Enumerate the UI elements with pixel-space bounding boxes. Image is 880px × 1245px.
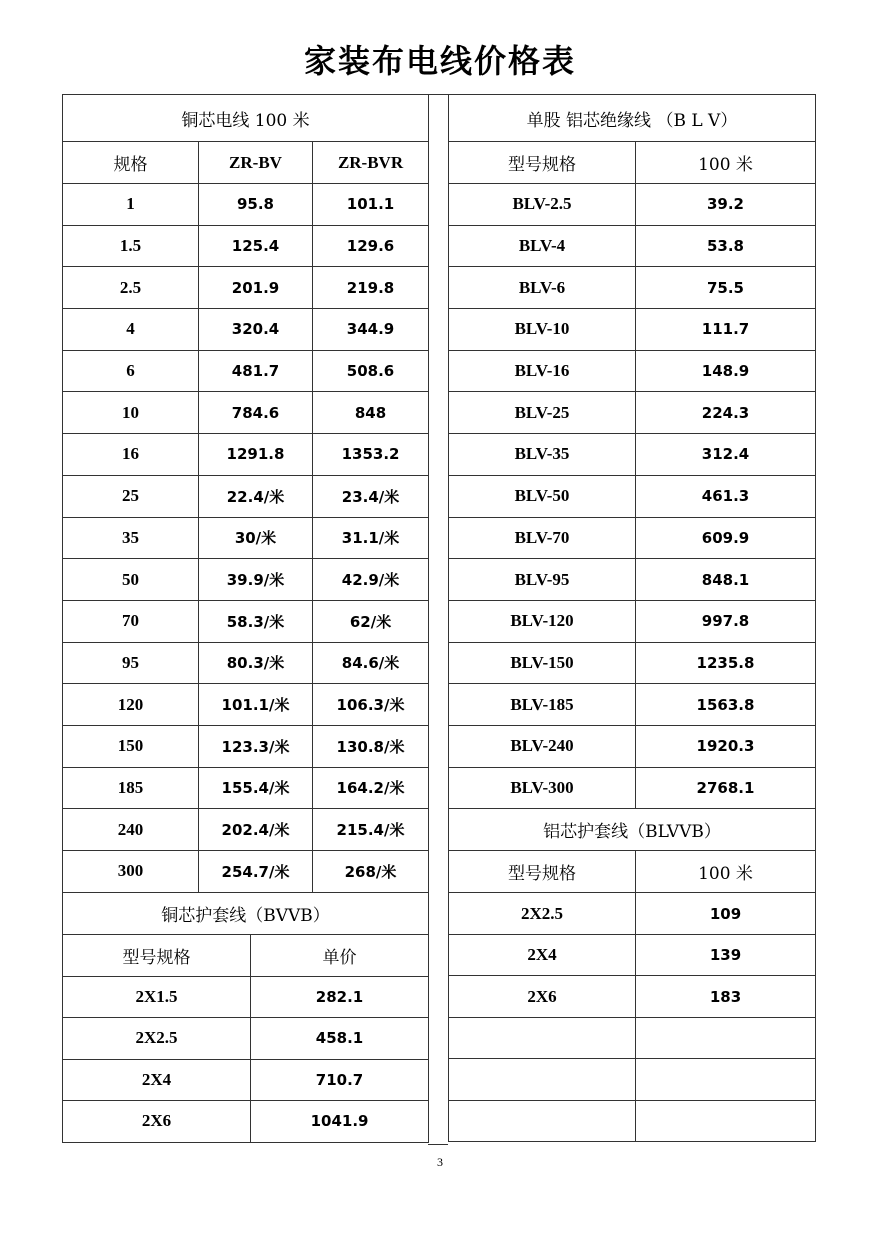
table-row [449,767,816,809]
table-row [449,642,816,684]
spec-cell: BLV-6 [449,267,636,309]
table-row [63,434,429,476]
page-number: 3 [437,1155,443,1169]
spec-cell [449,1059,636,1101]
table-row [449,225,816,267]
spec-cell: BLV-4 [449,225,636,267]
price-cell: 101.1 [313,184,429,226]
table-row [63,225,429,267]
table-row [63,392,429,434]
table-row [63,517,429,559]
table-row [63,642,429,684]
table-row [63,767,429,809]
price-cell: 42.9/米 [313,559,429,601]
spec-cell: 150 [63,725,199,767]
section-header-row [63,95,429,142]
table-row [449,893,816,935]
table-row [449,934,816,976]
column-header: 规格 [63,142,199,184]
price-cell: 111.7 [636,309,816,351]
price-cell: 84.6/米 [313,642,429,684]
table-row [449,517,816,559]
price-cell: 784.6 [199,392,313,434]
column-header: 型号规格 [63,934,251,976]
column-header: 单价 [251,934,429,976]
price-cell: 848 [313,392,429,434]
price-cell: 1353.2 [313,434,429,476]
column-header-row [63,934,429,976]
spec-cell: 2X2.5 [63,1018,251,1060]
spec-cell: BLV-50 [449,475,636,517]
table-row [449,309,816,351]
spec-cell: 16 [63,434,199,476]
price-cell: 123.3/米 [199,725,313,767]
table-row [63,600,429,642]
table-row [63,350,429,392]
price-cell: 95.8 [199,184,313,226]
price-cell: 164.2/米 [313,767,429,809]
price-cell: 461.3 [636,475,816,517]
spec-cell: 2X4 [449,934,636,976]
spec-cell: 240 [63,809,199,851]
column-header-row [449,142,816,184]
spec-cell: BLV-150 [449,642,636,684]
spec-cell: BLV-240 [449,725,636,767]
column-header: 100 米 [636,851,816,893]
table-row [63,851,429,893]
price-cell: 106.3/米 [313,684,429,726]
price-cell: 282.1 [251,976,429,1018]
table-row [449,684,816,726]
section-header-row [449,95,816,142]
spec-cell: BLV-70 [449,517,636,559]
price-cell: 1291.8 [199,434,313,476]
table-row [449,392,816,434]
price-cell: 62/米 [313,600,429,642]
spec-cell: 300 [63,851,199,893]
price-cell: 101.1/米 [199,684,313,726]
spec-cell: 95 [63,642,199,684]
price-cell: 148.9 [636,350,816,392]
table-row [449,1017,816,1059]
price-cell: 129.6 [313,225,429,267]
price-cell: 202.4/米 [199,809,313,851]
price-cell: 268/米 [313,851,429,893]
spec-cell: 1 [63,184,199,226]
spec-cell: 2X4 [63,1059,251,1101]
spec-cell: BLV-300 [449,767,636,809]
aluminum-sheathed-header: 铝芯护套线（BLVVB） [449,809,816,851]
spec-cell: 35 [63,517,199,559]
price-cell: 58.3/米 [199,600,313,642]
column-header: 100 米 [636,142,816,184]
spec-cell: 4 [63,309,199,351]
spec-cell: BLV-185 [449,684,636,726]
aluminum-wire-table [448,94,816,1142]
table-row [63,976,429,1018]
aluminum-wire-header: 单股 铝芯绝缘线 （B L V） [449,95,816,142]
spec-cell: 2X6 [63,1101,251,1143]
copper-wire-header: 铜芯电线 100 米 [63,95,429,142]
price-cell: 201.9 [199,267,313,309]
price-cell: 1235.8 [636,642,816,684]
table-row [63,809,429,851]
price-cell: 254.7/米 [199,851,313,893]
table-row [63,1101,429,1143]
table-row [63,1018,429,1060]
price-cell: 22.4/米 [199,475,313,517]
price-cell: 1920.3 [636,725,816,767]
table-row [449,1100,816,1142]
table-row [449,725,816,767]
spec-cell: 185 [63,767,199,809]
price-cell: 997.8 [636,600,816,642]
spec-cell: 6 [63,350,199,392]
price-cell [636,1100,816,1142]
spec-cell: 120 [63,684,199,726]
spec-cell [449,1100,636,1142]
column-header-row [449,851,816,893]
price-cell: 312.4 [636,434,816,476]
price-cell: 39.9/米 [199,559,313,601]
table-row [449,434,816,476]
section-header-row [449,809,816,851]
spec-cell: 50 [63,559,199,601]
price-cell: 80.3/米 [199,642,313,684]
spec-cell: BLV-2.5 [449,184,636,226]
price-cell: 31.1/米 [313,517,429,559]
price-cell: 53.8 [636,225,816,267]
price-cell: 344.9 [313,309,429,351]
column-header: 型号规格 [449,851,636,893]
column-header: ZR-BV [199,142,313,184]
price-cell: 30/米 [199,517,313,559]
table-row [63,1059,429,1101]
price-cell: 75.5 [636,267,816,309]
table-row [63,725,429,767]
price-cell: 320.4 [199,309,313,351]
spec-cell: BLV-35 [449,434,636,476]
table-row [63,475,429,517]
spec-cell: BLV-16 [449,350,636,392]
spec-cell: 2X6 [449,976,636,1018]
spec-cell: 2X2.5 [449,893,636,935]
spec-cell: 70 [63,600,199,642]
table-row [449,350,816,392]
price-cell: 130.8/米 [313,725,429,767]
price-cell: 23.4/米 [313,475,429,517]
price-cell: 109 [636,893,816,935]
price-cell: 215.4/米 [313,809,429,851]
table-separator [428,94,448,1145]
price-cell: 39.2 [636,184,816,226]
copper-wire-table [62,94,429,1143]
spec-cell [449,1017,636,1059]
table-row [63,559,429,601]
price-cell: 508.6 [313,350,429,392]
spec-cell: 2.5 [63,267,199,309]
copper-sheathed-header: 铜芯护套线（BVVB） [63,892,429,934]
price-cell: 710.7 [251,1059,429,1101]
price-cell: 155.4/米 [199,767,313,809]
spec-cell: BLV-120 [449,600,636,642]
table-row [63,309,429,351]
price-cell [636,1017,816,1059]
table-row [63,267,429,309]
column-header-row [63,142,429,184]
price-cell: 481.7 [199,350,313,392]
table-row [449,267,816,309]
spec-cell: 1.5 [63,225,199,267]
page-title: 家装布电线价格表 [303,42,576,80]
section-header-row [63,892,429,934]
price-cell: 183 [636,976,816,1018]
spec-cell: BLV-25 [449,392,636,434]
spec-cell: BLV-95 [449,559,636,601]
price-cell: 458.1 [251,1018,429,1060]
spec-cell: BLV-10 [449,309,636,351]
price-cell: 224.3 [636,392,816,434]
price-cell: 848.1 [636,559,816,601]
price-cell: 1041.9 [251,1101,429,1143]
price-cell: 609.9 [636,517,816,559]
price-cell: 219.8 [313,267,429,309]
table-row [449,600,816,642]
column-header: 型号规格 [449,142,636,184]
table-row [449,1059,816,1101]
table-row [449,559,816,601]
spec-cell: 2X1.5 [63,976,251,1018]
table-row [63,684,429,726]
spec-cell: 10 [63,392,199,434]
table-row [449,976,816,1018]
table-row [449,184,816,226]
column-header: ZR-BVR [313,142,429,184]
table-row [63,184,429,226]
price-cell: 2768.1 [636,767,816,809]
price-cell: 139 [636,934,816,976]
table-row [449,475,816,517]
price-cell: 1563.8 [636,684,816,726]
price-cell [636,1059,816,1101]
price-cell: 125.4 [199,225,313,267]
spec-cell: 25 [63,475,199,517]
